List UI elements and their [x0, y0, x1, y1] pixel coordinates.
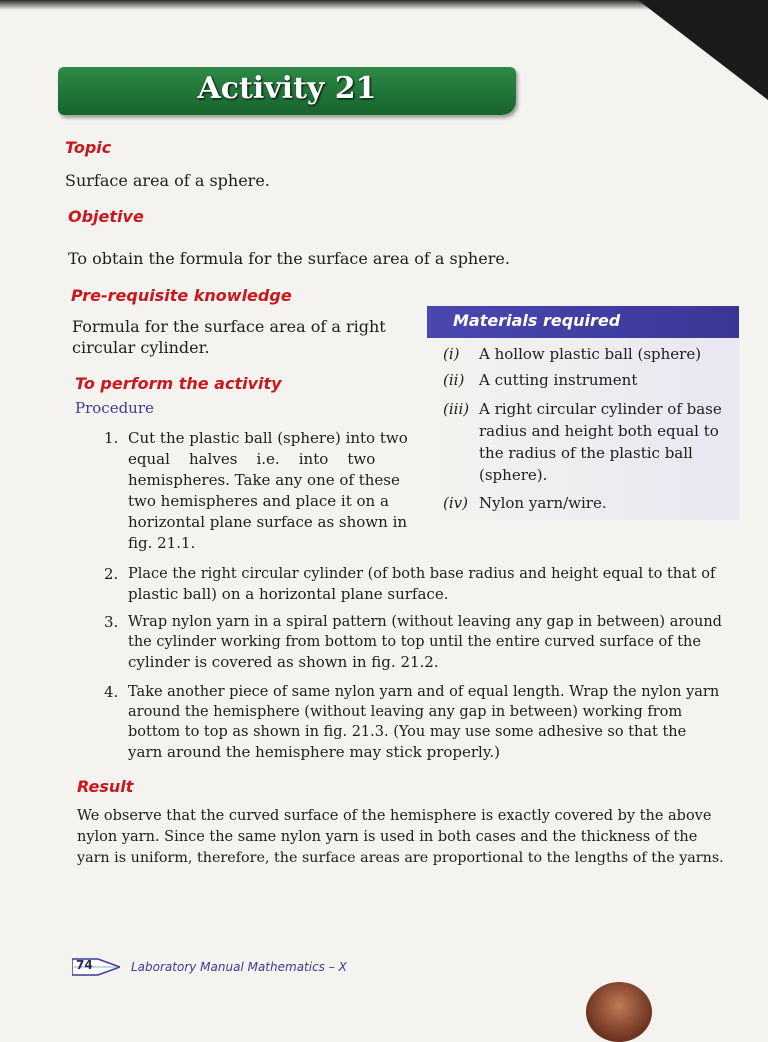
- step-line: fig. 21.1.: [128, 534, 196, 552]
- page-corner-shadow: [638, 0, 768, 100]
- material-text: A right circular cylinder of base: [479, 400, 722, 418]
- step-line: hemispheres. Take any one of these: [128, 471, 400, 489]
- thumb-in-photo: [586, 982, 652, 1042]
- topic-text: Surface area of a sphere.: [65, 171, 270, 190]
- material-number: (iii): [443, 400, 470, 418]
- step-line: Place the right circular cylinder (of both base radius and height equal to that of: [128, 566, 716, 582]
- prereq-heading: Pre-requisite knowledge: [71, 286, 292, 305]
- material-text: Nylon yarn/wire.: [479, 494, 607, 512]
- result-line-2: nylon yarn. Since the same nylon yarn is used in both cases and the thickness of the: [77, 829, 698, 845]
- step-line: plastic ball) on a horizontal plane surface.: [128, 585, 449, 603]
- material-item-cont: [443, 442, 733, 464]
- material-item-cont: [443, 420, 733, 442]
- material-number: (ii): [443, 371, 465, 389]
- material-text: (sphere).: [479, 466, 548, 484]
- material-text: A cutting instrument: [479, 371, 638, 389]
- step-line: the cylinder working from bottom to top until the entire curved surface of the: [128, 634, 701, 650]
- material-text: the radius of the plastic ball: [479, 444, 693, 462]
- prereq-line-1: Formula for the surface area of a right: [72, 317, 386, 336]
- page-number: 74: [76, 958, 93, 972]
- material-item: [443, 369, 733, 391]
- prereq-line-2: circular cylinder.: [72, 338, 210, 357]
- material-number: (iv): [443, 494, 468, 512]
- step-line: Wrap nylon yarn in a spiral pattern (without leaving any gap in between) around: [128, 614, 722, 630]
- step-line: Take another piece of same nylon yarn and of equal length. Wrap the nylon yarn: [128, 684, 720, 700]
- step-line: Cut the plastic ball (sphere) into two: [128, 429, 408, 447]
- activity-title: Activity 21: [197, 71, 377, 106]
- step-line: two hemispheres and place it on a: [128, 492, 389, 510]
- material-number: (i): [443, 345, 460, 363]
- step-number: 1.: [104, 429, 119, 447]
- perform-heading: To perform the activity: [75, 374, 282, 393]
- step-line: horizontal plane surface as shown in: [128, 513, 408, 531]
- materials-title: Materials required: [453, 311, 621, 330]
- result-line-1: We observe that the curved surface of the hemisphere is exactly covered by the above: [77, 808, 712, 824]
- procedure-heading: Procedure: [75, 399, 154, 417]
- step-line: around the hemisphere (without leaving any gap in between) working from: [128, 704, 683, 720]
- material-text: A hollow plastic ball (sphere): [479, 345, 702, 363]
- step-number: 4.: [104, 683, 119, 701]
- objective-heading: Objetive: [68, 207, 144, 226]
- objective-text: To obtain the formula for the surface area of a sphere.: [68, 249, 510, 268]
- activity-banner: [58, 67, 516, 115]
- book-title: Laboratory Manual Mathematics – X: [131, 960, 347, 974]
- topic-heading: Topic: [65, 138, 112, 157]
- materials-box: [427, 306, 739, 520]
- step-line: equal halves i.e. into two: [128, 450, 376, 468]
- step-number: 2.: [104, 565, 119, 583]
- material-text: radius and height both equal to: [479, 422, 719, 440]
- material-item-cont: [443, 464, 733, 486]
- result-line-3: yarn is uniform, therefore, the surface areas are proportional to the lengths of the yarns.: [77, 850, 724, 866]
- procedure-step: [104, 682, 744, 764]
- step-line: yarn around the hemisphere may stick properly.): [128, 743, 500, 761]
- material-item: [443, 343, 733, 365]
- material-item: [443, 492, 733, 514]
- step-number: 3.: [104, 613, 119, 631]
- step-line: bottom to top as shown in fig. 21.3. (You may use some adhesive so that the: [128, 724, 687, 740]
- step-line: cylinder is covered as shown in fig. 21.2.: [128, 653, 439, 671]
- procedure-step: [104, 612, 744, 674]
- procedure-step: [104, 428, 424, 552]
- procedure-step: [104, 564, 744, 606]
- materials-title-bar: [427, 306, 739, 338]
- result-heading: Result: [77, 777, 134, 796]
- material-item: [443, 398, 733, 420]
